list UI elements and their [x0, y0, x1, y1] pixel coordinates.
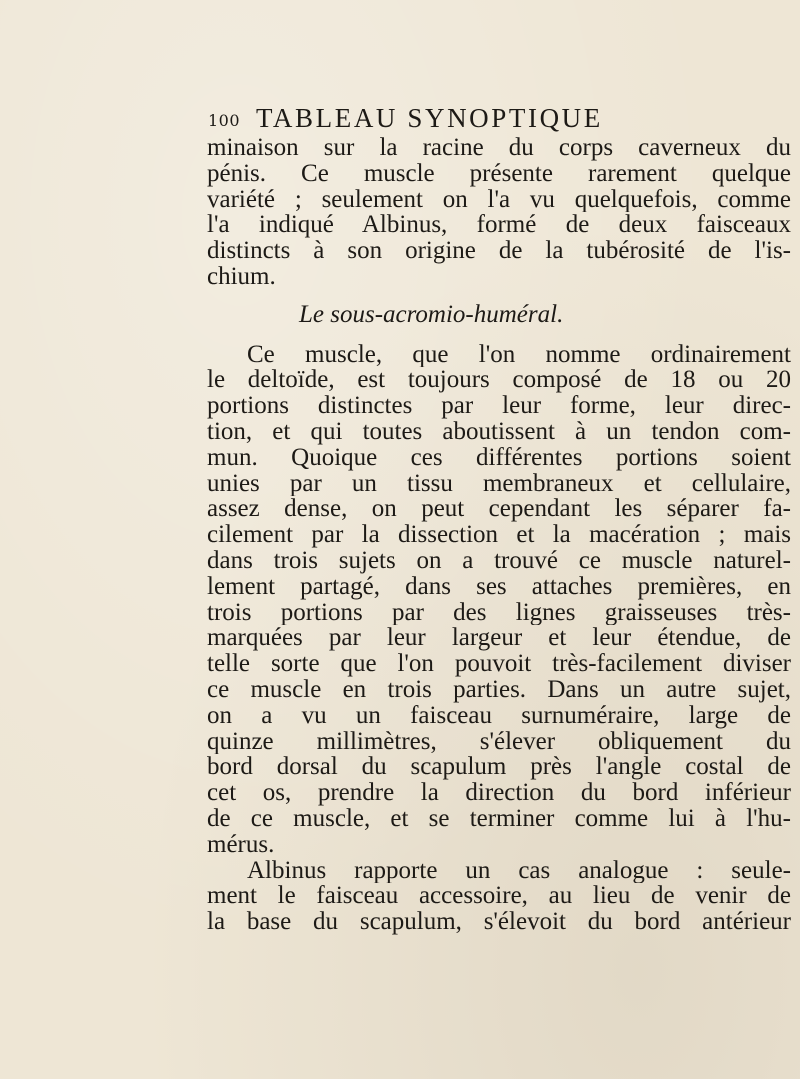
text-line: chium. [207, 263, 276, 290]
text-line: cet os, prendre la direction du bord inférieur [207, 780, 791, 806]
paragraph-2 [207, 342, 791, 858]
text-line: variété ; seulement on l'a vu quelquefois, comme [207, 186, 791, 213]
text-line: trois portions par des lignes graisseuses très- [207, 599, 791, 626]
text-line: ce muscle en trois parties. Dans un autre sujet, [207, 676, 791, 703]
section-title: Le sous-acromio-huméral. [299, 300, 564, 328]
paragraph-3 [207, 858, 791, 935]
text-line: minaison sur la racine du corps caverneux du [207, 135, 791, 161]
text-line: on a vu un faisceau surnuméraire, large de [207, 702, 791, 729]
text-line: dans trois sujets on a trouvé ce muscle naturel- [207, 547, 791, 574]
text-line: assez dense, on peut cependant les séparer fa- [207, 496, 791, 523]
text-line: cilement par la dissection et la macération ; mais [207, 522, 791, 548]
paragraph-1 [207, 135, 791, 290]
text-line: telle sorte que l'on pouvoit très-facilement diviser [207, 651, 791, 677]
text-line: unies par un tissu membraneux et cellulaire, [207, 470, 791, 497]
text-line: bord dorsal du scapulum près l'angle costal de [207, 754, 791, 781]
text-line: l'a indiqué Albinus, formé de deux faisceaux [207, 212, 791, 239]
body-text [207, 135, 791, 935]
text-line: mérus. [207, 831, 275, 858]
text-line: marquées par leur largeur et leur étendue, de [207, 625, 791, 652]
text-line: Albinus rapporte un cas analogue : seule- [247, 857, 791, 884]
text-line: distincts à son origine de la tubérosité de l'is- [207, 238, 791, 264]
page-number: 100 [208, 111, 241, 130]
text-line: ment le faisceau accessoire, au lieu de venir de [207, 883, 791, 910]
text-line: quinze millimètres, s'élever obliquement du [207, 728, 791, 755]
text-line: de ce muscle, et se terminer comme lui à l'hu- [207, 805, 791, 832]
text-line: mun. Quoique ces différentes portions soient [207, 444, 791, 471]
text-line: Ce muscle, que l'on nomme ordinairement [247, 341, 791, 368]
text-line: le deltoïde, est toujours composé de 18 ou 20 [207, 367, 791, 394]
page-header [208, 103, 800, 137]
running-title: TABLEAU SYNOPTIQUE [256, 103, 603, 133]
text-line: tion, et qui toutes aboutissent à un tendon com- [207, 418, 791, 445]
text-line: la base du scapulum, s'élevoit du bord antérieur [207, 909, 791, 935]
text-line: portions distinctes par leur forme, leur direc- [207, 393, 791, 419]
text-line: lement partagé, dans ses attaches premières, en [207, 573, 791, 600]
text-line: pénis. Ce muscle présente rarement quelque [207, 160, 791, 187]
